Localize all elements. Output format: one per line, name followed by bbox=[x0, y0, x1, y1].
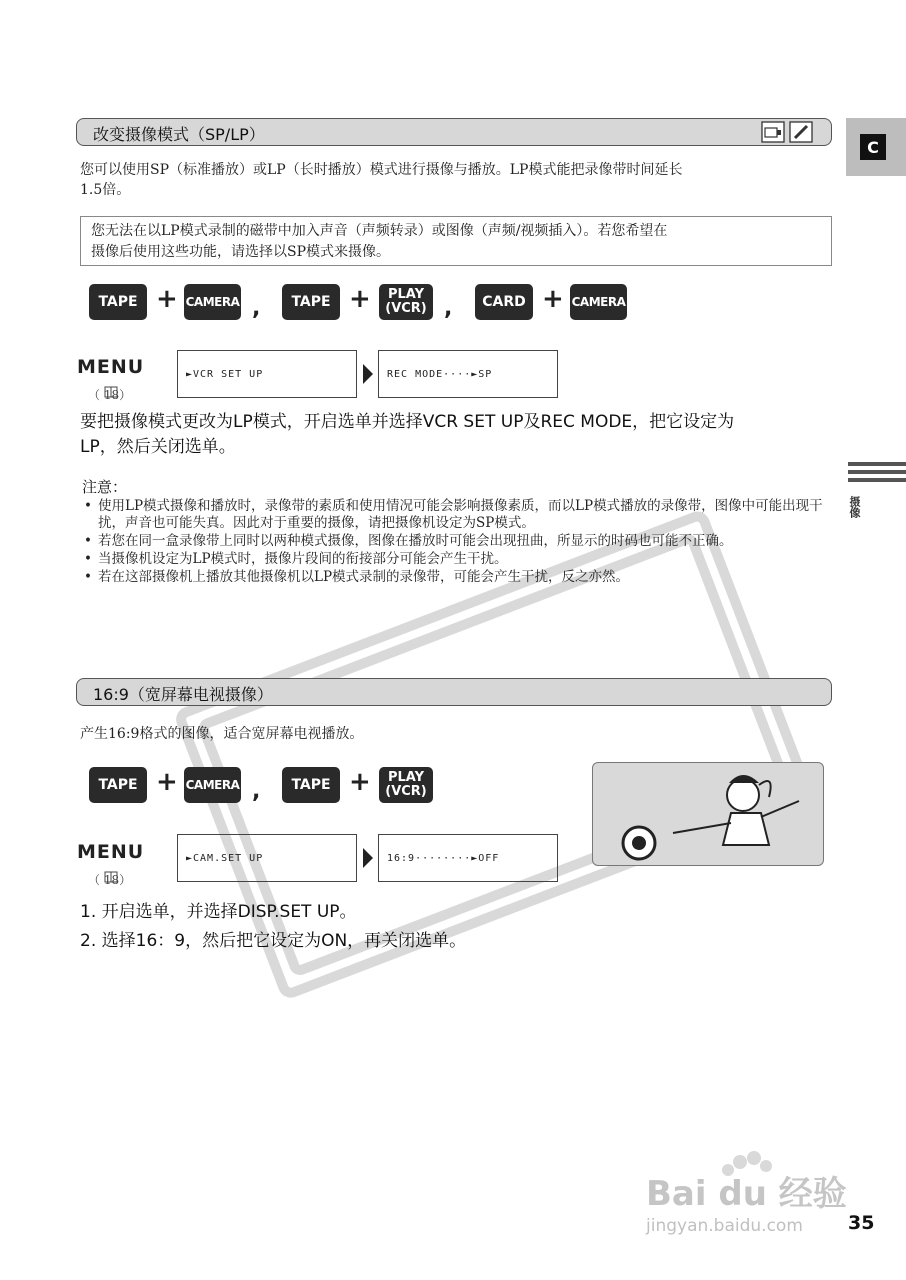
menu-screen-vcr-setup: ►VCR SET UP bbox=[177, 350, 357, 398]
list-item: • 使用LP模式摄像和播放时，录像带的素质和使用情况可能会影响摄像素质，而以LP模式播放的录像带，图像中可能出现干扰，声音也可能失真。因此对于重要的摄像，请把摄像机设定为SP模式。 bbox=[84, 498, 836, 532]
comma: , bbox=[252, 779, 261, 804]
menu-screen-16-9: 16:9········►OFF bbox=[378, 834, 558, 882]
plus-sign: + bbox=[156, 767, 178, 797]
next-arrow-icon bbox=[360, 834, 376, 882]
section-title: 16:9（宽屏幕电视摄像） bbox=[93, 685, 273, 704]
vcr-label: (VCR) bbox=[385, 784, 427, 799]
side-divider-lines bbox=[848, 462, 906, 486]
intro-line: 您可以使用SP（标准播放）或LP（长时播放）模式进行摄像与播放。LP模式能把录像带时间延长 bbox=[80, 162, 683, 178]
list-item: • 若您在同一盒录像带上同时以两种模式摄像，图像在播放时可能会出现扭曲，所显示的时码也可能不正确。 bbox=[84, 533, 836, 550]
info-notebox bbox=[80, 216, 832, 266]
tennis-player-icon bbox=[593, 763, 825, 867]
menu-label: MENU bbox=[77, 841, 145, 863]
notes-title: 注意： bbox=[82, 478, 128, 496]
comma: , bbox=[444, 296, 453, 321]
baidu-watermark-logo: Bai du 经验 bbox=[646, 1174, 847, 1214]
list-item: • 当摄像机设定为LP模式时，摄像片段间的衔接部分可能会产生干扰。 bbox=[84, 551, 836, 568]
step-item: 1. 开启选单，并选择DISP.SET UP。 bbox=[80, 902, 357, 922]
book-icon bbox=[104, 386, 118, 398]
intro-line: 1.5倍。 bbox=[80, 182, 131, 198]
plus-sign: + bbox=[542, 284, 564, 314]
play-label: PLAY bbox=[387, 287, 425, 302]
menu-label: MENU bbox=[77, 356, 145, 378]
chapter-letter: C bbox=[860, 134, 886, 160]
section2-intro: 产生16:9格式的图像，适合宽屏幕电视播放。 bbox=[80, 726, 364, 742]
page-reference-text: （ 18） bbox=[88, 388, 132, 402]
instruction-line: 要把摄像模式更改为LP模式，开启选单并选择VCR SET UP及REC MODE，把它设定为 bbox=[80, 412, 735, 432]
plus-sign: + bbox=[349, 767, 371, 797]
note-line: 您无法在以LP模式录制的磁带中加入声音（声频转录）或图像（声频/视频插入）。若您希望在 bbox=[91, 223, 668, 239]
tape-key: TAPE bbox=[282, 767, 340, 803]
section2-steps bbox=[80, 900, 466, 954]
play-vcr-key bbox=[379, 284, 433, 320]
card-key: CARD bbox=[475, 284, 533, 320]
section1-instruction bbox=[80, 410, 840, 460]
tape-key: TAPE bbox=[282, 284, 340, 320]
camera-key: CAMERA bbox=[184, 767, 241, 803]
instruction-line: LP，然后关闭选单。 bbox=[80, 437, 236, 457]
step-item: 2. 选择16：9，然后把它设定为ON，再关闭选单。 bbox=[80, 931, 467, 951]
play-vcr-key bbox=[379, 767, 433, 803]
list-item: • 若在这部摄像机上播放其他摄像机以LP模式录制的录像带，可能会产生干扰，反之亦然。 bbox=[84, 569, 836, 586]
page-number: 35 bbox=[848, 1212, 875, 1234]
comma: , bbox=[252, 296, 261, 321]
section-title: 改变摄像模式（SP/LP） bbox=[93, 125, 265, 144]
camera-mode-icon bbox=[761, 121, 785, 143]
play-label: PLAY bbox=[387, 770, 425, 785]
plus-sign: + bbox=[349, 284, 371, 314]
baidu-watermark-url: jingyan.baidu.com bbox=[646, 1216, 803, 1236]
section-header-sp-lp bbox=[76, 118, 832, 146]
notes-list bbox=[84, 498, 836, 587]
menu-screen-cam-setup: ►CAM.SET UP bbox=[177, 834, 357, 882]
section-header-16-9 bbox=[76, 678, 832, 706]
camera-key: CAMERA bbox=[570, 284, 627, 320]
tennis-player-illustration bbox=[592, 762, 824, 866]
chapter-tab bbox=[846, 118, 906, 176]
book-icon bbox=[104, 871, 118, 883]
note-line: 摄像后使用这些功能，请选择以SP模式来摄像。 bbox=[91, 244, 391, 260]
vcr-label: (VCR) bbox=[385, 301, 427, 316]
tape-key: TAPE bbox=[89, 284, 147, 320]
next-arrow-icon bbox=[360, 350, 376, 398]
plus-sign: + bbox=[156, 284, 178, 314]
camera-key: CAMERA bbox=[184, 284, 241, 320]
tape-key: TAPE bbox=[89, 767, 147, 803]
menu-screen-rec-mode: REC MODE····►SP bbox=[378, 350, 558, 398]
section1-intro bbox=[80, 160, 836, 200]
page-reference-text: （ 18） bbox=[88, 873, 132, 887]
tape-mode-icon bbox=[789, 121, 813, 143]
side-section-label: 摄像 bbox=[848, 496, 861, 518]
